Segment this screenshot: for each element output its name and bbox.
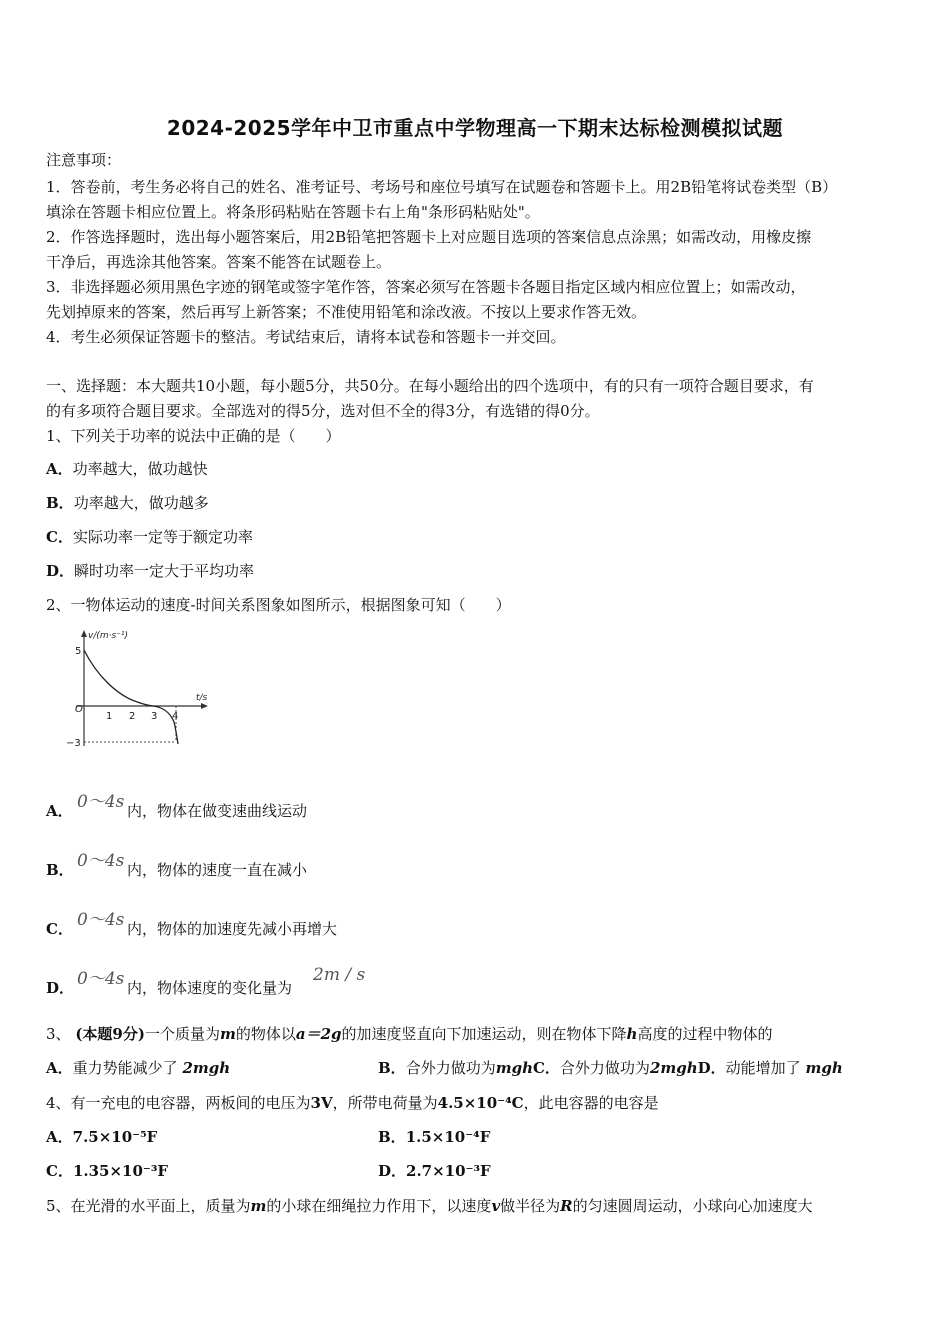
option-math: 2mgh — [182, 1059, 231, 1077]
option-label: B． — [378, 1128, 406, 1146]
var-r: R — [560, 1197, 573, 1215]
section-instructions-cont: 的有多项符合题目要求。全部选对的得5分，选对但不全的得3分，有选错的得0分。 — [46, 402, 600, 420]
velocity-curve — [84, 650, 178, 744]
q3-stem — [46, 1024, 772, 1044]
option-text: 合外力做功为 — [405, 1059, 496, 1077]
stem-text: ，所带电荷量为 — [332, 1094, 438, 1112]
stem-text: 做半径为 — [500, 1197, 561, 1215]
stem-text: ，此电容器的电容是 — [523, 1094, 659, 1112]
option-label: A． — [46, 460, 73, 478]
option-label: A． — [46, 802, 73, 820]
option-math: mgh — [805, 1059, 843, 1077]
option-text: 2.7×10⁻³F — [406, 1162, 491, 1180]
notice-line: 2．作答选择题时，选出每小题答案后，用2B铅笔把答题卡上对应题目选项的答案信息点涂黑；如需改动，用橡皮擦 — [46, 228, 812, 246]
option-label: D． — [46, 979, 75, 997]
option-text: 1.35×10⁻³F — [72, 1162, 169, 1180]
x-axis-arrow — [201, 703, 208, 709]
option-label: A． — [46, 1059, 73, 1077]
y-axis-arrow — [81, 630, 87, 637]
option-text: 内，物体的加速度先减小再增大 — [127, 920, 338, 938]
notice-line: 3．非选择题必须用黑色字迹的钢笔或签字笔作答，答案必须写在答题卡各题目指定区域内相应位置上；如需改动， — [46, 278, 806, 296]
var-h: h — [626, 1025, 638, 1043]
var-accel: a＝2g — [295, 1025, 342, 1043]
option-label: C． — [46, 528, 73, 546]
option-label: C． — [46, 920, 73, 938]
velocity-change-value: 2m / s — [313, 965, 366, 985]
option-text: 内，物体速度的变化量为 — [127, 979, 293, 997]
option-text: 1.5×10⁻⁴F — [405, 1128, 491, 1146]
notice-heading: 注意事项： — [46, 151, 122, 169]
charge-value: 4.5×10⁻⁴C — [437, 1094, 524, 1112]
q1-option-a — [46, 459, 208, 479]
notice-line: 填涂在答题卡相应位置上。将条形码粘贴在答题卡右上角"条形码粘贴处"。 — [46, 203, 540, 221]
notice-line: 干净后，再选涂其他答案。答案不能答在试题卷上。 — [46, 253, 392, 271]
option-math: 2mgh — [649, 1059, 698, 1077]
option-label: C． — [532, 1059, 560, 1077]
option-text: 7.5×10⁻⁵F — [72, 1128, 158, 1146]
stem-text: 的匀速圆周运动，小球向心加速度大 — [572, 1197, 813, 1215]
option-label: C． — [46, 1162, 73, 1180]
origin-label: O — [75, 704, 83, 715]
var-m: m — [219, 1025, 236, 1043]
time-range-expr: 0～4s — [77, 910, 125, 930]
option-math: mgh — [495, 1059, 533, 1077]
stem-text: 的小球在细绳拉力作用下，以速度 — [266, 1197, 492, 1215]
q4-option-a — [46, 1127, 157, 1147]
option-text: 内，物体在做变速曲线运动 — [127, 802, 308, 820]
x-tick-label: 2 — [129, 711, 136, 722]
option-label: D． — [378, 1162, 407, 1180]
option-text: 功率越大，做功越多 — [73, 494, 209, 512]
option-text: 瞬时功率一定大于平均功率 — [74, 562, 255, 580]
notice-line: 1．答卷前，考生务必将自己的姓名、准考证号、考场号和座位号填写在试题卷和答题卡上。用2B铅笔将试卷类型（B） — [46, 178, 838, 196]
x-tick-label: 1 — [106, 711, 113, 722]
q1-option-b — [46, 493, 209, 513]
stem-text: 5、在光滑的水平面上，质量为 — [46, 1197, 251, 1215]
x-axis-label: t/s — [196, 693, 208, 703]
voltage-value: 3V — [310, 1094, 333, 1112]
var-v: v — [491, 1197, 501, 1215]
question-score-tag: (本题9分) — [75, 1025, 145, 1043]
q4-stem — [46, 1093, 659, 1113]
stem-text: 高度的过程中物体的 — [637, 1025, 773, 1043]
time-range-expr: 0～4s — [77, 851, 125, 871]
q2-option-c — [46, 919, 73, 939]
notice-line: 先划掉原来的答案，然后再写上新答案；不准使用铅笔和涂改液。不按以上要求作答无效。 — [46, 303, 647, 321]
stem-text: 4、有一充电的电容器，两板间的电压为 — [46, 1094, 311, 1112]
option-label: B． — [46, 861, 74, 879]
option-label: B． — [378, 1059, 406, 1077]
option-label: B． — [46, 494, 74, 512]
q3-option-a — [46, 1058, 230, 1078]
x-tick-label: 4 — [172, 711, 179, 722]
y-tick-label: 5 — [75, 646, 82, 657]
q4-option-b — [378, 1127, 490, 1147]
q1-option-d — [46, 561, 254, 581]
time-range-expr: 0～4s — [77, 792, 125, 812]
x-tick-label: 3 — [151, 711, 158, 722]
q2-option-a — [46, 801, 73, 821]
question-number: 3、 — [46, 1025, 71, 1043]
velocity-time-graph — [62, 628, 222, 750]
option-text: 实际功率一定等于额定功率 — [72, 528, 253, 546]
var-m: m — [250, 1197, 267, 1215]
q4-option-d — [378, 1161, 491, 1181]
option-label: D． — [46, 562, 75, 580]
notice-line: 4．考生必须保证答题卡的整洁。考试结束后，请将本试卷和答题卡一并交回。 — [46, 328, 566, 346]
option-text: 动能增加了 — [725, 1059, 801, 1077]
stem-text: 一个质量为 — [144, 1025, 220, 1043]
option-text: 内，物体的速度一直在减小 — [127, 861, 308, 879]
y-axis-label: v/(m·s⁻¹) — [88, 631, 129, 641]
q3-options-bcd — [378, 1058, 843, 1078]
q1-stem: 1、下列关于功率的说法中正确的是（ ） — [46, 427, 341, 445]
page-title: 2024-2025学年中卫市重点中学物理高一下期末达标检测模拟试题 — [166, 116, 784, 140]
q2-option-b — [46, 860, 74, 880]
q1-option-c — [46, 527, 253, 547]
time-range-expr: 0～4s — [77, 969, 125, 989]
option-label: A． — [46, 1128, 73, 1146]
stem-text: 的物体以 — [235, 1025, 296, 1043]
option-text: 重力势能减少了 — [72, 1059, 178, 1077]
option-text: 合外力做功为 — [559, 1059, 650, 1077]
q2-stem: 2、一物体运动的速度-时间关系图象如图所示，根据图象可知（ ） — [46, 596, 511, 614]
q4-option-c — [46, 1161, 168, 1181]
option-label: D． — [697, 1059, 726, 1077]
section-instructions: 一、选择题：本大题共10小题，每小题5分，共50分。在每小题给出的四个选项中，有的只有一项符合题目要求，有 — [46, 377, 814, 395]
option-text: 功率越大，做功越快 — [72, 460, 208, 478]
q5-stem — [46, 1196, 813, 1216]
stem-text: 的加速度竖直向下加速运动，则在物体下降 — [341, 1025, 627, 1043]
q2-option-d — [46, 978, 74, 998]
y-tick-label: −3 — [66, 738, 81, 749]
